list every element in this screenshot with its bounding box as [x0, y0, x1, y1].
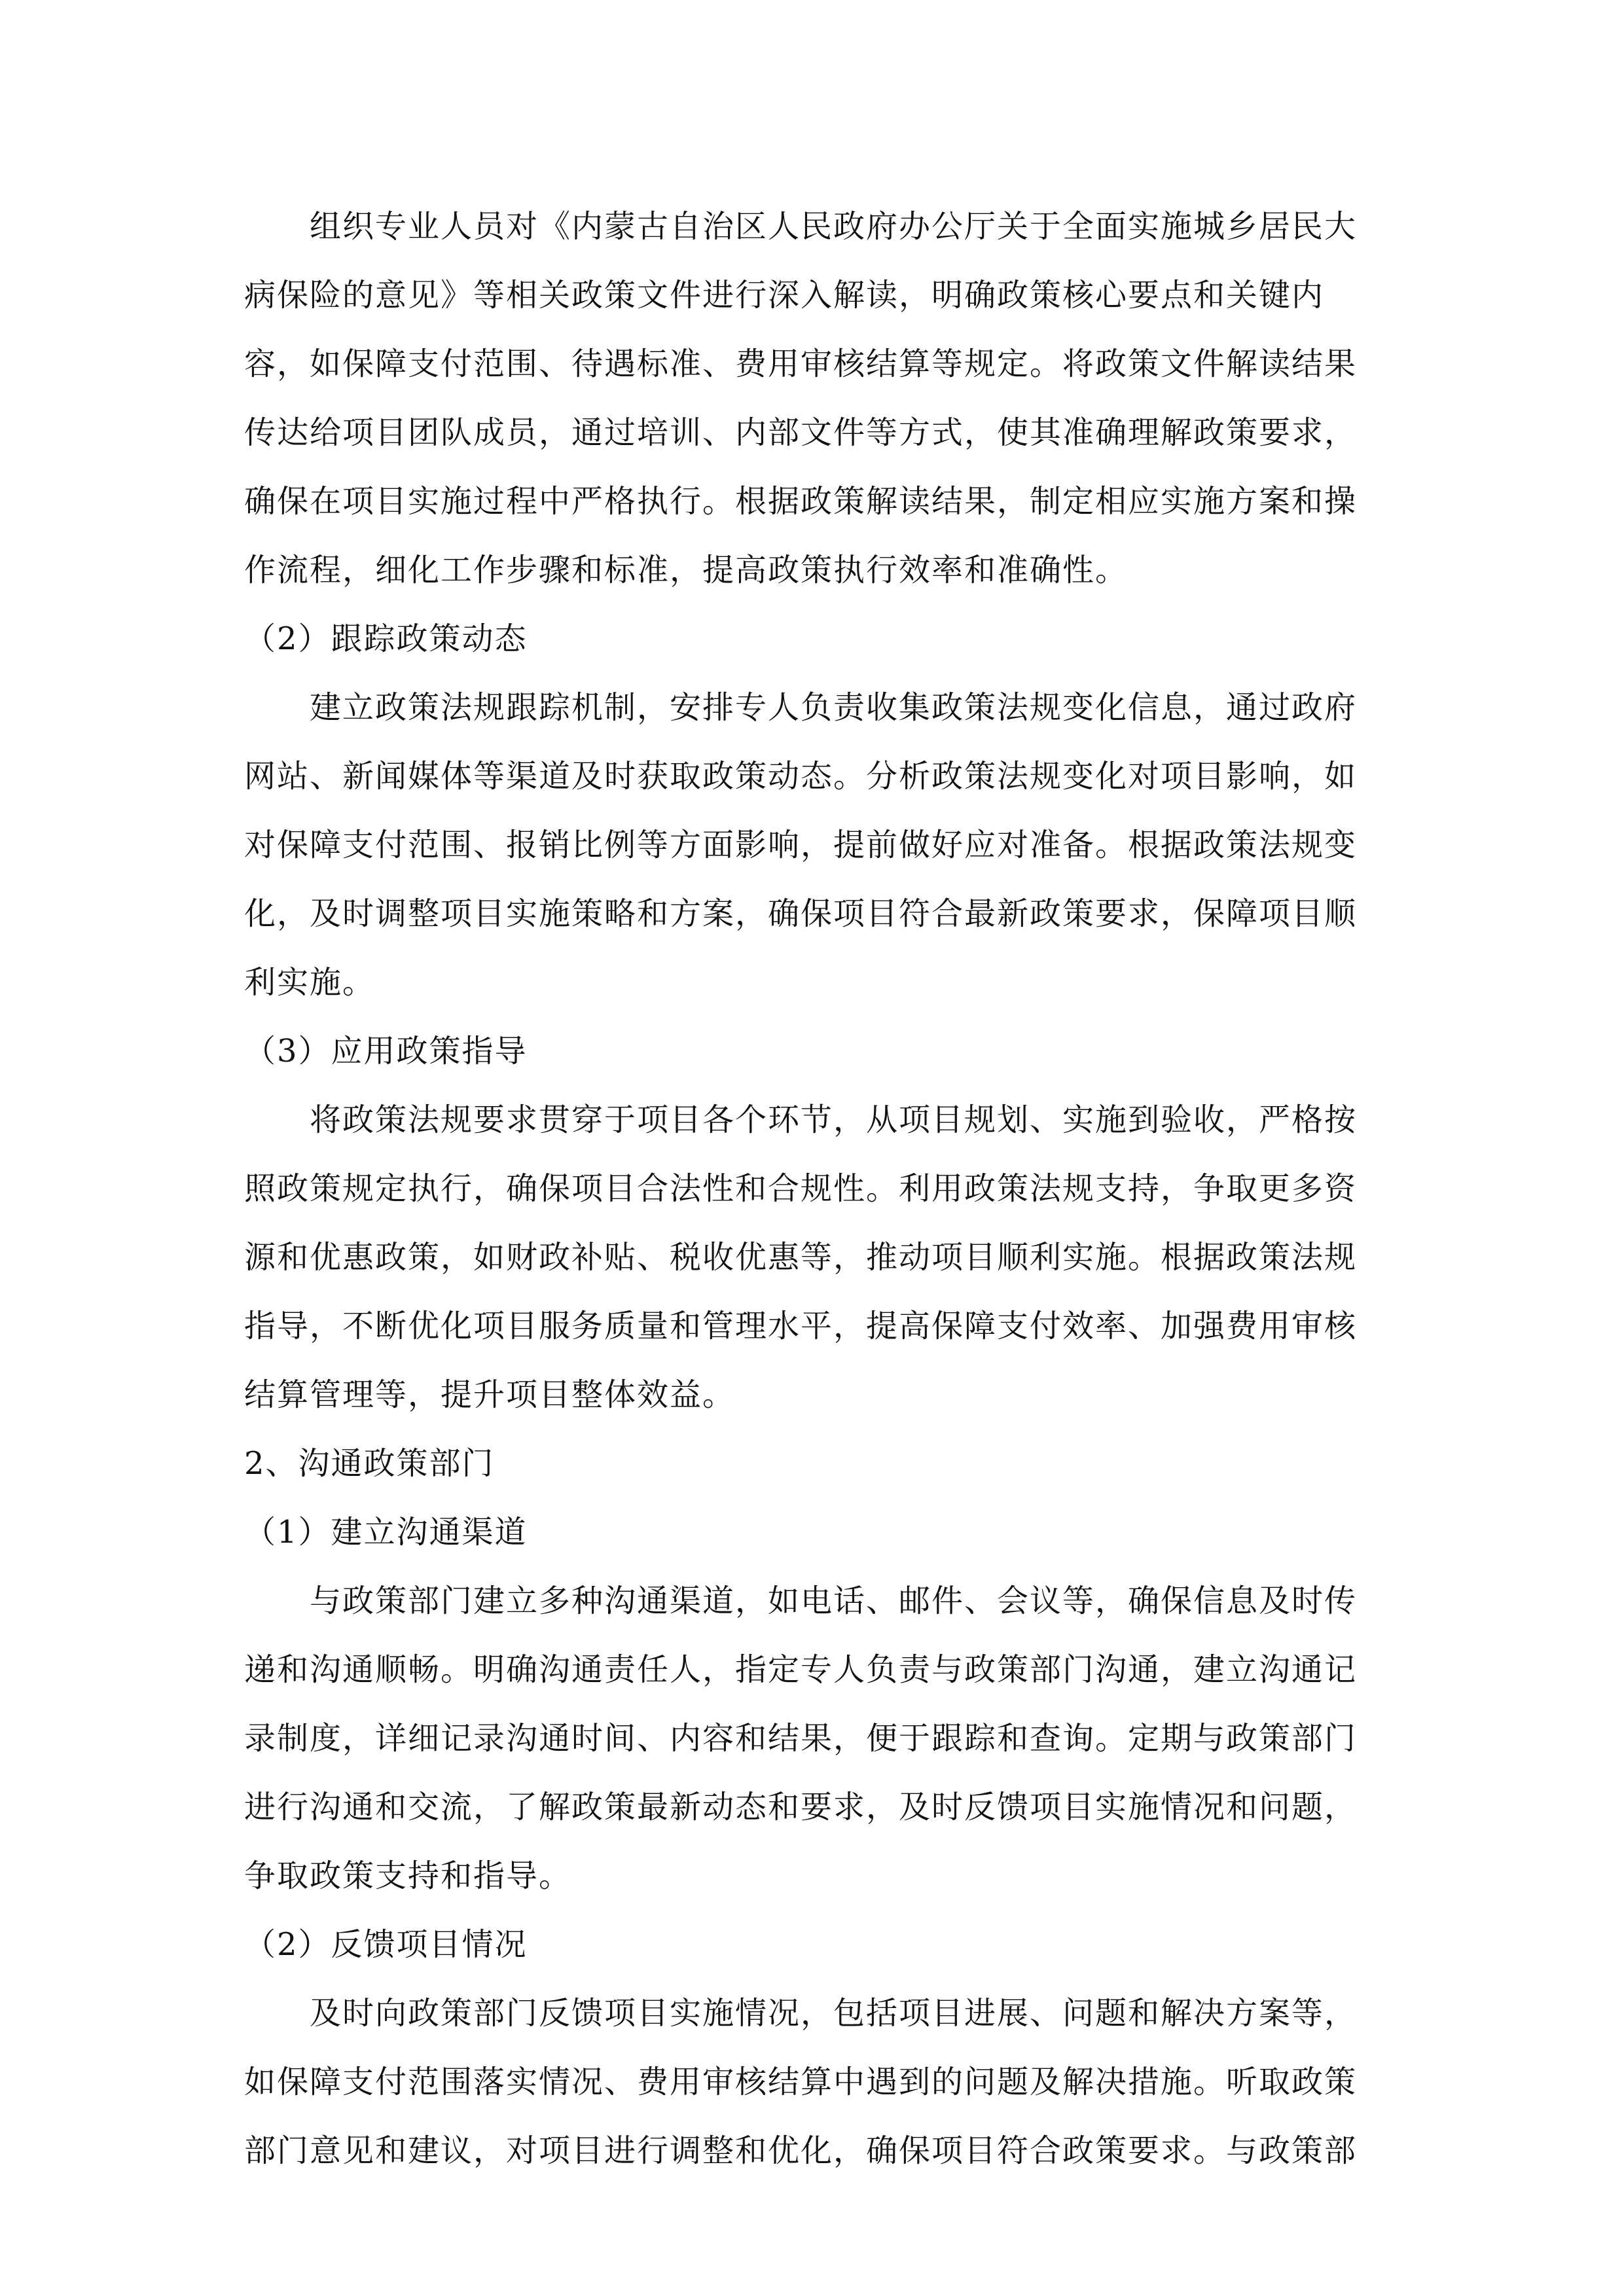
paragraph-line: 指导，不断优化项目服务质量和管理水平，提高保障支付效率、加强费用审核 [244, 1308, 1358, 1344]
paragraph-line: 及时向政策部门反馈项目实施情况，包括项目进展、问题和解决方案等， [310, 1995, 1358, 2032]
paragraph-line: 递和沟通顺畅。明确沟通责任人，指定专人负责与政策部门沟通，建立沟通记 [244, 1651, 1358, 1688]
paragraph-line: 网站、新闻媒体等渠道及时获取政策动态。分析政策法规变化对项目影响，如 [244, 758, 1358, 795]
section-heading: （2）反馈项目情况 [244, 1926, 528, 1963]
section-heading: （1）建立沟通渠道 [244, 1514, 528, 1551]
paragraph-line: 病保险的意见》等相关政策文件进行深入解读，明确政策核心要点和关键内 [244, 277, 1325, 314]
section-heading: （2）跟踪政策动态 [244, 620, 528, 657]
paragraph-line: 化，及时调整项目实施策略和方案，确保项目符合最新政策要求，保障项目顺 [244, 895, 1358, 932]
paragraph-line: 如保障支付范围落实情况、费用审核结算中遇到的问题及解决措施。听取政策 [244, 2064, 1358, 2100]
paragraph-line: 容，如保障支付范围、待遇标准、费用审核结算等规定。将政策文件解读结果 [244, 346, 1358, 382]
paragraph-line: 进行沟通和交流，了解政策最新动态和要求，及时反馈项目实施情况和问题， [244, 1789, 1358, 1825]
paragraph-line: 作流程，细化工作步骤和标准，提高政策执行效率和准确性。 [244, 552, 1128, 588]
paragraph-line: 结算管理等，提升项目整体效益。 [244, 1376, 736, 1413]
paragraph-line: 传达给项目团队成员，通过培训、内部文件等方式，使其准确理解政策要求， [244, 414, 1358, 451]
paragraph-line: 将政策法规要求贯穿于项目各个环节，从项目规划、实施到验收，严格按 [310, 1102, 1358, 1138]
paragraph-line: 利实施。 [244, 964, 376, 1001]
paragraph-line: 录制度，详细记录沟通时间、内容和结果，便于跟踪和查询。定期与政策部门 [244, 1720, 1358, 1757]
paragraph-line: 照政策规定执行，确保项目合法性和合规性。利用政策法规支持，争取更多资 [244, 1170, 1358, 1207]
paragraph-line: 争取政策支持和指导。 [244, 1857, 572, 1894]
paragraph-line: 组织专业人员对《内蒙古自治区人民政府办公厅关于全面实施城乡居民大 [310, 208, 1358, 245]
paragraph-line: 确保在项目实施过程中严格执行。根据政策解读结果，制定相应实施方案和操 [244, 483, 1358, 520]
section-heading: （3）应用政策指导 [244, 1033, 528, 1069]
paragraph-line: 建立政策法规跟踪机制，安排专人负责收集政策法规变化信息，通过政府 [310, 689, 1358, 726]
section-heading: 2、沟通政策部门 [244, 1445, 495, 1482]
paragraph-line: 与政策部门建立多种沟通渠道，如电话、邮件、会议等，确保信息及时传 [310, 1583, 1358, 1619]
paragraph-line: 源和优惠政策，如财政补贴、税收优惠等，推动项目顺利实施。根据政策法规 [244, 1239, 1358, 1276]
paragraph-line: 部门意见和建议，对项目进行调整和优化，确保项目符合政策要求。与政策部 [244, 2132, 1358, 2169]
paragraph-line: 对保障支付范围、报销比例等方面影响，提前做好应对准备。根据政策法规变 [244, 827, 1358, 863]
